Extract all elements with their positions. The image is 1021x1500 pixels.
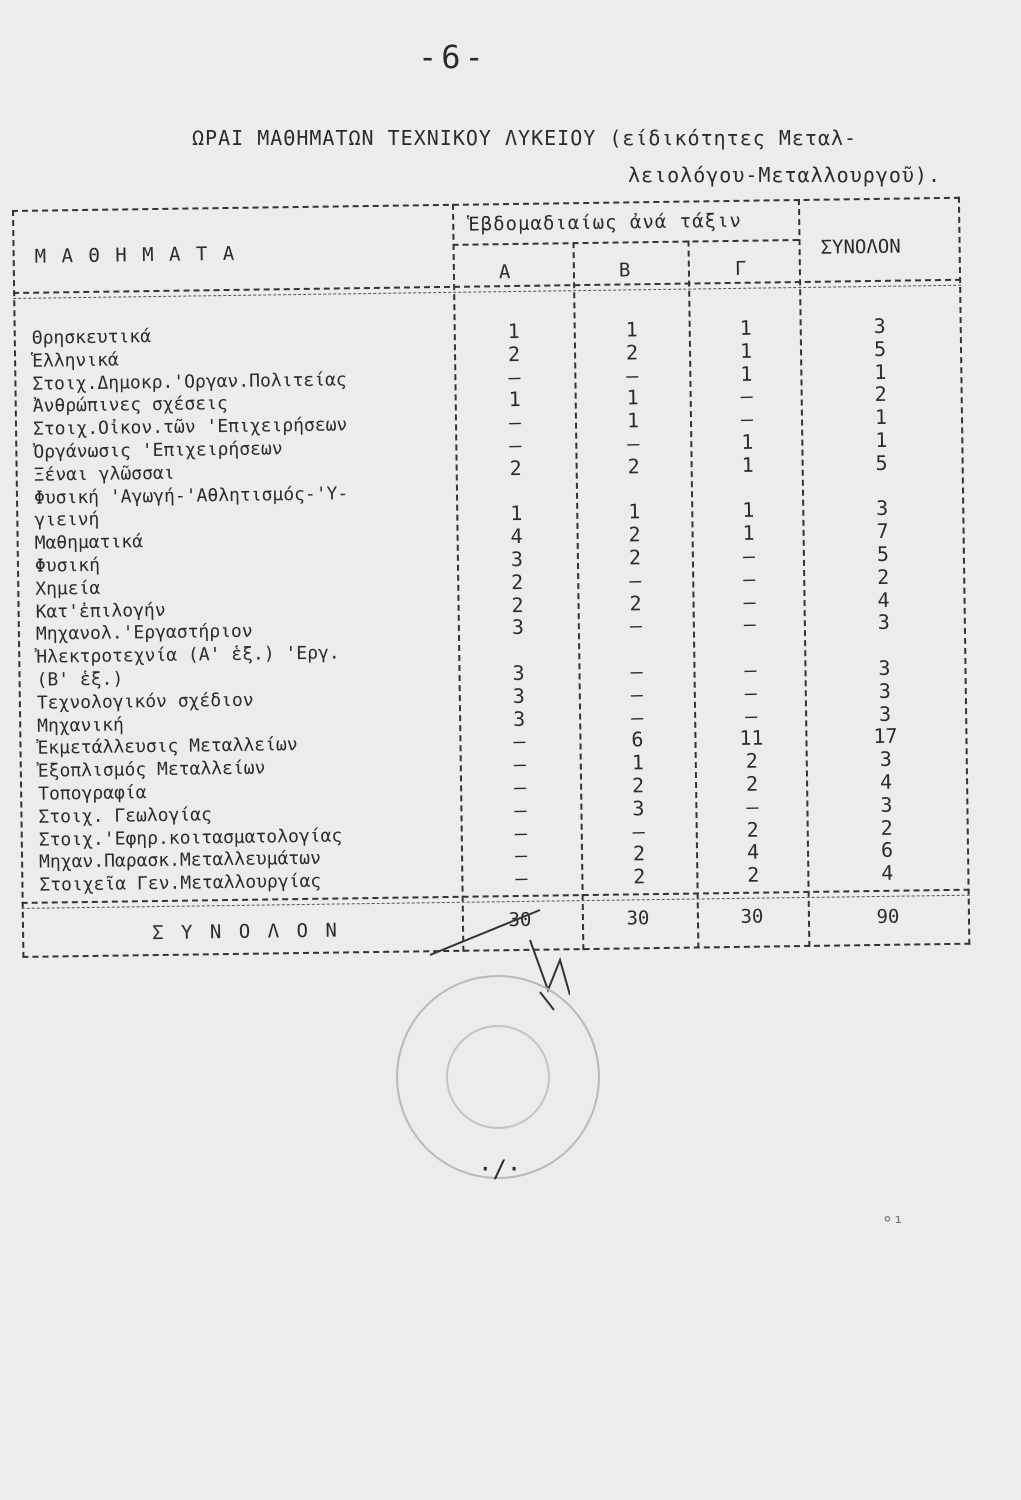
hours-total: 5 <box>876 541 890 566</box>
hours-total: 1 <box>874 404 888 430</box>
hours-class-b: 1 <box>628 499 641 524</box>
hours-total: 3 <box>879 746 892 772</box>
hours-class-b: – <box>626 362 639 388</box>
hours-class-b: 6 <box>631 727 644 752</box>
subject-name: Ξέναι γλῶσσαι <box>33 462 175 486</box>
hours-class-c: – <box>746 794 759 819</box>
subject-name: Στοιχεῖα Γεν.Μεταλλουργίας <box>39 870 322 896</box>
subject-name: Μαθηματικά <box>34 531 144 554</box>
hours-class-a: 2 <box>509 455 522 480</box>
hours-class-c: 1 <box>740 361 753 386</box>
column-divider <box>798 199 810 947</box>
hours-class-a: 3 <box>512 660 525 686</box>
hours-total: 5 <box>873 336 887 361</box>
hours-class-b: 1 <box>626 408 640 433</box>
hours-total: 3 <box>878 678 891 703</box>
hours-class-b: – <box>632 818 645 843</box>
column-divider <box>452 204 464 952</box>
subject-name: (Β' ἑξ.) <box>36 668 124 691</box>
hours-table <box>12 197 972 958</box>
hours-class-a: 1 <box>510 501 523 526</box>
subject-name: Στοιχ.Δημοκρ.'Οργαν.Πολιτείας <box>32 368 347 395</box>
hours-total: 2 <box>877 564 890 589</box>
page-number: -6- <box>418 38 488 76</box>
hours-class-a: – <box>508 410 522 435</box>
hours-class-a: 1 <box>507 318 520 344</box>
hours-class-c: – <box>743 566 756 591</box>
hours-class-a: 3 <box>510 546 524 572</box>
subject-name: Στοιχ.'Εφηρ.κοιτασματολογίας <box>38 825 343 851</box>
document-title-continued: λειολόγου-Μεταλλουργοῦ). <box>628 163 941 187</box>
hours-total: 2 <box>874 382 887 407</box>
hours-class-a: – <box>513 774 527 800</box>
subject-name: Μηχανική <box>37 714 125 737</box>
hours-class-b: 1 <box>625 317 638 342</box>
subject-name: Φυσική 'Αγωγή-'Αθλητισμός-'Υ- <box>33 482 349 509</box>
hours-total: 5 <box>875 450 888 475</box>
hours-class-b: 1 <box>631 750 644 775</box>
subject-name: Φυσική <box>34 554 101 577</box>
hours-class-c: – <box>743 589 756 614</box>
hours-total: 3 <box>877 610 891 635</box>
hours-class-c: – <box>740 406 754 432</box>
hours-class-a: 3 <box>512 683 526 708</box>
hours-class-c: 2 <box>745 748 758 773</box>
subject-name: Ἐξοπλισμός Μεταλλείων <box>37 757 266 782</box>
hours-class-a: 2 <box>507 341 521 366</box>
header-class-b: Β <box>618 259 633 282</box>
official-seal-stamp <box>396 975 600 1179</box>
subject-name: Ἠλεκτροτεχνία (Α' ἑξ.) 'Εργ. <box>36 642 340 668</box>
hours-class-b: 2 <box>628 545 642 570</box>
table-border-top <box>12 197 960 212</box>
hours-total: 4 <box>881 860 894 886</box>
totals-label: Σ Υ Ν Ο Λ Ο Ν <box>151 919 340 945</box>
hours-class-a: – <box>514 820 527 845</box>
hours-class-b: 2 <box>627 454 640 479</box>
hours-total: 1 <box>875 427 888 452</box>
stamp-mark: ·/· <box>478 1155 522 1183</box>
hours-total: 3 <box>876 496 889 521</box>
hours-class-b: – <box>630 682 644 707</box>
hours-total: 4 <box>877 587 890 612</box>
header-weekly: Ἑβδομαδιαίως ἀνά τάξιν <box>468 209 743 236</box>
total-class-a: 30 <box>508 908 532 932</box>
table-border-right <box>958 197 970 945</box>
hours-class-b: 2 <box>633 864 646 889</box>
hours-class-a: 2 <box>511 592 524 617</box>
column-divider <box>573 242 585 950</box>
hours-total: 4 <box>879 769 893 794</box>
subject-name: γιεινή <box>34 509 100 532</box>
hours-total: 3 <box>878 701 892 726</box>
subject-name: Ἀνθρώπινες σχέσεις <box>32 393 228 418</box>
column-divider <box>687 241 699 949</box>
hours-class-a: – <box>514 843 528 868</box>
subject-name: Χημεία <box>35 577 101 600</box>
hours-class-c: 1 <box>739 338 753 363</box>
hours-class-a: 4 <box>510 524 523 549</box>
hours-total: 3 <box>873 313 886 338</box>
hours-class-c: 2 <box>746 817 759 842</box>
table-border-left <box>12 210 24 958</box>
hours-class-c: – <box>742 543 756 568</box>
hours-class-c: – <box>744 657 757 682</box>
subject-name: Θρησκευτικά <box>31 326 152 349</box>
hours-total: 3 <box>880 792 893 817</box>
hours-total: 6 <box>880 838 894 863</box>
hours-class-b: 2 <box>628 522 641 547</box>
header-class-a: Α <box>498 261 513 284</box>
hours-class-b: – <box>627 431 640 456</box>
hours-class-a: 3 <box>512 706 526 731</box>
header-divider <box>453 239 799 246</box>
hours-class-c: – <box>740 384 753 409</box>
seal-emblem-icon <box>446 1025 550 1129</box>
hours-class-c: 2 <box>745 771 759 796</box>
hours-class-b: – <box>629 613 643 638</box>
hours-class-b: 2 <box>625 340 639 365</box>
margin-mark: °¹ <box>882 1213 904 1234</box>
subject-name: Στοιχ.Οἰκον.τῶν 'Επιχειρήσεων <box>32 414 348 440</box>
total-class-c: 30 <box>740 905 764 928</box>
hours-class-a: – <box>513 752 526 777</box>
subject-name: Ὀργάνωσις 'Επιχειρήσεων <box>33 438 283 463</box>
hours-class-c: 4 <box>746 840 760 865</box>
hours-class-a: – <box>515 866 528 891</box>
subject-name: Τοπογραφία <box>38 782 147 805</box>
hours-total: 3 <box>878 655 891 680</box>
hours-class-c: 1 <box>741 429 754 454</box>
subject-name: Ἐκμετάλλευσις Μεταλλείων <box>37 734 298 760</box>
hours-class-c: 1 <box>742 498 755 523</box>
hours-class-a: – <box>513 729 526 754</box>
hours-class-a: 1 <box>508 387 521 412</box>
hours-class-a: – <box>509 432 522 458</box>
hours-class-a: 2 <box>511 569 524 594</box>
hours-class-b: – <box>630 704 644 729</box>
hours-class-c: 2 <box>747 862 760 887</box>
header-total: ΣΥΝΟΛΟΝ <box>820 235 901 259</box>
hours-class-b: 1 <box>626 385 639 410</box>
subject-name: Μηχαν.Παρασκ.Μεταλλευμάτων <box>38 848 321 874</box>
hours-class-c: – <box>744 680 757 705</box>
hours-class-a: – <box>514 797 527 822</box>
hours-class-b: – <box>630 659 643 684</box>
hours-total: 17 <box>873 724 898 749</box>
hours-class-a: 3 <box>511 615 525 640</box>
hours-total: 7 <box>876 518 889 544</box>
hours-class-c: 1 <box>741 452 754 477</box>
grand-total: 90 <box>876 905 900 928</box>
hours-class-c: 1 <box>739 315 752 340</box>
subject-name: Στοιχ. Γεωλογίας <box>38 804 212 828</box>
hours-class-b: 2 <box>632 841 646 866</box>
hours-total: 1 <box>874 359 887 384</box>
hours-class-b: 3 <box>632 796 645 821</box>
hours-class-c: 1 <box>742 520 755 546</box>
total-class-b: 30 <box>626 907 650 930</box>
hours-class-b: 2 <box>631 773 645 798</box>
header-class-c: Γ <box>734 257 749 280</box>
hours-total: 2 <box>880 815 893 840</box>
subject-name: Τεχνολογικόν σχέδιον <box>36 689 254 714</box>
hours-class-c: – <box>743 612 757 637</box>
hours-class-b: 2 <box>629 590 642 616</box>
subject-name: Κατ'ἐπιλογήν <box>35 599 166 623</box>
document-title: ΩΡΑΙ ΜΑΘΗΜΑΤΩΝ ΤΕΧΝΙΚΟΥ ΛΥΚΕΙΟΥ (είδικότητες Μεταλ- <box>192 126 858 150</box>
header-subjects: Μ Α Θ Η Μ Α Τ Α <box>34 242 237 268</box>
hours-class-a: – <box>508 364 521 389</box>
hours-class-c: 11 <box>739 725 764 751</box>
subject-name: Ἑλληνικά <box>31 349 119 372</box>
subject-name: Μηχανολ.'Εργαστήριον <box>35 621 253 646</box>
hours-class-c: – <box>744 703 758 728</box>
hours-class-b: – <box>629 568 642 593</box>
